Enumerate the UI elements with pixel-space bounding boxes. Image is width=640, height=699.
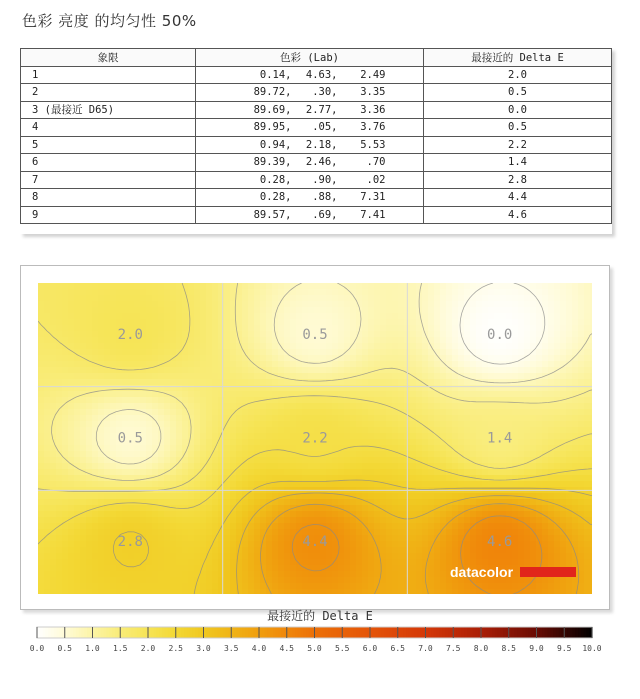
lab-l-value: 89.57, xyxy=(253,208,292,221)
legend-tick-label: 5.5 xyxy=(335,644,350,653)
lab-b-value: 2.49 xyxy=(360,68,386,81)
delta-e-cell: 0.5 xyxy=(424,84,612,102)
quadrant-cell: 9 xyxy=(21,206,196,224)
quadrant-cell: 3 (最接近 D65) xyxy=(21,101,196,119)
cell-value-label: 0.0 xyxy=(487,326,513,343)
legend-tick-label: 0.0 xyxy=(30,644,45,653)
legend-tick-label: 4.5 xyxy=(279,644,294,653)
quadrant-cell: 2 xyxy=(21,84,196,102)
page-title: 色彩 亮度 的均匀性 50% xyxy=(22,12,197,30)
table-row xyxy=(21,154,612,172)
delta-e-heatmap xyxy=(38,283,592,594)
cell-value-label: 0.5 xyxy=(302,326,328,343)
lab-b-value: 3.35 xyxy=(360,86,386,99)
legend-tick-label: 0.5 xyxy=(57,644,72,653)
delta-e-cell: 2.8 xyxy=(424,171,612,189)
lab-cell xyxy=(196,171,424,189)
legend-tick-label: 9.0 xyxy=(529,644,544,653)
lab-cell xyxy=(196,189,424,207)
lab-a-value: .90, xyxy=(312,173,338,186)
lab-b-value: 3.36 xyxy=(360,103,386,116)
lab-a-value: .88, xyxy=(312,191,338,204)
lab-a-value: .05, xyxy=(312,121,338,134)
legend-tick-label: 2.5 xyxy=(168,644,183,653)
lab-a-value: 2.77, xyxy=(305,103,338,116)
table-row xyxy=(21,84,612,102)
table-row xyxy=(21,136,612,154)
delta-e-cell: 0.5 xyxy=(424,119,612,137)
lab-b-value: .70 xyxy=(366,156,386,169)
lab-l-value: 0.94, xyxy=(259,138,292,151)
cell-value-label: 2.8 xyxy=(117,534,143,551)
cell-value-label: 4.4 xyxy=(302,534,328,551)
legend-tick-label: 10.0 xyxy=(582,644,602,653)
lab-l-value: 89.39, xyxy=(253,156,292,169)
quadrant-cell: 4 xyxy=(21,119,196,137)
delta-e-cell: 2.0 xyxy=(424,66,612,84)
legend-tick-label: 1.5 xyxy=(113,644,128,653)
cell-value-label: 2.0 xyxy=(117,326,143,343)
legend-tick-label: 5.0 xyxy=(307,644,322,653)
lab-b-value: 7.41 xyxy=(360,208,386,221)
quadrant-table-wrapper xyxy=(20,48,612,234)
quadrant-cell: 1 xyxy=(21,66,196,84)
lab-cell xyxy=(196,84,424,102)
quadrant-cell: 5 xyxy=(21,136,196,154)
lab-l-value: 0.28, xyxy=(259,191,292,204)
lab-b-value: .02 xyxy=(366,173,386,186)
lab-l-value: 0.14, xyxy=(259,68,292,81)
lab-cell xyxy=(196,101,424,119)
table-row xyxy=(21,101,612,119)
quadrant-cell: 6 xyxy=(21,154,196,172)
lab-cell xyxy=(196,119,424,137)
lab-b-value: 7.31 xyxy=(360,191,386,204)
table-row xyxy=(21,206,612,224)
table-row xyxy=(21,66,612,84)
lab-cell xyxy=(196,136,424,154)
delta-e-cell: 4.4 xyxy=(424,189,612,207)
legend-tick-label: 6.5 xyxy=(390,644,405,653)
lab-a-value: 2.46, xyxy=(305,156,338,169)
cell-value-label: 2.2 xyxy=(302,430,328,447)
lab-cell xyxy=(196,206,424,224)
table-header-row xyxy=(21,49,612,67)
table-row xyxy=(21,119,612,137)
delta-e-cell: 4.6 xyxy=(424,206,612,224)
legend-tick-label: 9.5 xyxy=(557,644,572,653)
table-row xyxy=(21,171,612,189)
legend-tick-label: 8.0 xyxy=(473,644,489,653)
lab-l-value: 89.69, xyxy=(253,103,292,116)
header-quadrant: 象限 xyxy=(21,49,196,67)
legend-tick-label: 4.0 xyxy=(251,644,267,653)
delta-e-cell: 0.0 xyxy=(424,101,612,119)
legend-title: 最接近的 Delta E xyxy=(267,609,373,623)
legend-tick-label: 3.5 xyxy=(224,644,239,653)
legend-tick-label: 7.0 xyxy=(418,644,433,653)
lab-cell xyxy=(196,154,424,172)
lab-l-value: 89.95, xyxy=(253,121,292,134)
header-lab: 色彩 (Lab) xyxy=(196,49,424,67)
lab-a-value: 2.18, xyxy=(305,138,338,151)
lab-a-value: .69, xyxy=(312,208,338,221)
lab-b-value: 5.53 xyxy=(360,138,386,151)
datacolor-logo-bar xyxy=(520,567,576,577)
table-row xyxy=(21,189,612,207)
delta-e-cell: 1.4 xyxy=(424,154,612,172)
quadrant-cell: 8 xyxy=(21,189,196,207)
cell-value-label: 0.5 xyxy=(117,430,143,447)
lab-cell xyxy=(196,66,424,84)
datacolor-logo: datacolor xyxy=(450,564,514,580)
lab-l-value: 0.28, xyxy=(259,173,292,186)
color-scale-legend xyxy=(30,622,612,662)
lab-a-value: 4.63, xyxy=(305,68,338,81)
legend-tick-label: 7.5 xyxy=(446,644,461,653)
lab-b-value: 3.76 xyxy=(360,121,386,134)
legend-tick-label: 8.5 xyxy=(501,644,516,653)
lab-l-value: 89.72, xyxy=(253,86,292,99)
lab-a-value: .30, xyxy=(312,86,338,99)
cell-value-label: 4.6 xyxy=(487,534,513,551)
legend-tick-label: 3.0 xyxy=(196,644,211,653)
cell-value-label: 1.4 xyxy=(487,430,513,447)
quadrant-cell: 7 xyxy=(21,171,196,189)
legend-tick-label: 2.0 xyxy=(140,644,156,653)
legend-tick-label: 6.0 xyxy=(362,644,378,653)
quadrant-table xyxy=(20,48,612,224)
legend-tick-label: 1.0 xyxy=(85,644,100,653)
delta-e-cell: 2.2 xyxy=(424,136,612,154)
header-delta-e: 最接近的 Delta E xyxy=(424,49,612,67)
